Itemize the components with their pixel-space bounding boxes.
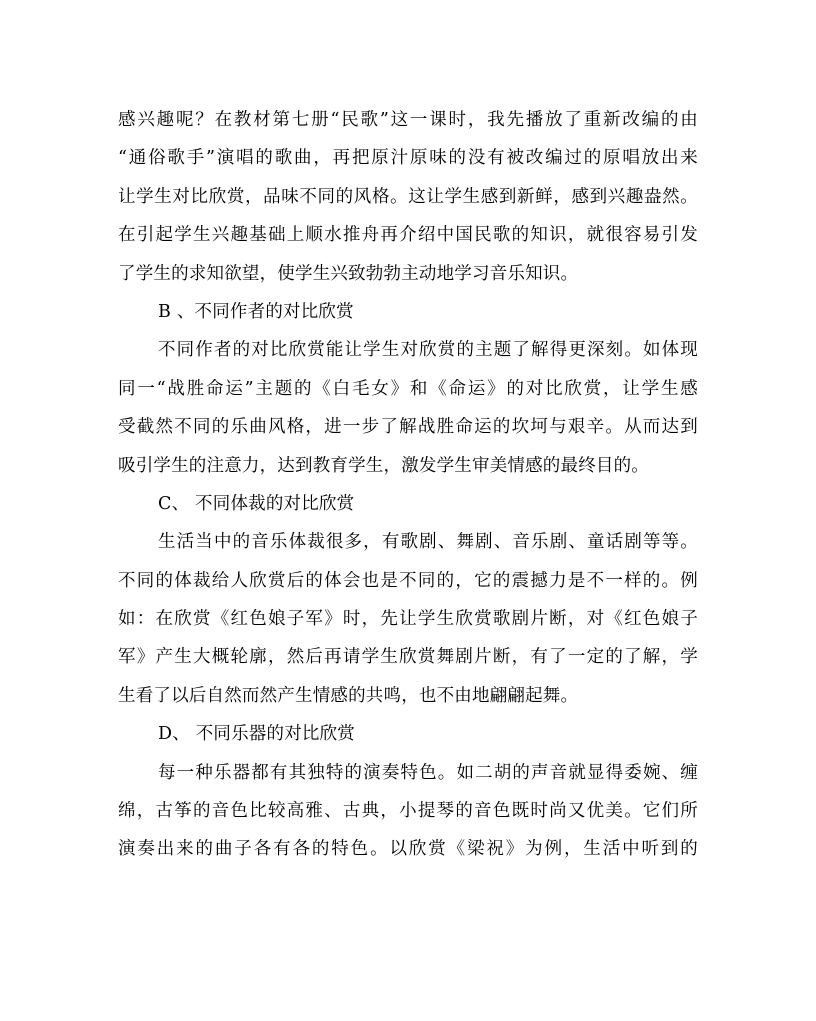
section-heading-b: B 、不同作者的对比欣赏 xyxy=(158,301,354,322)
paragraph-line: 让学生对比欣赏，品味不同的风格。这让学生感到新鲜，感到兴趣盎然。 xyxy=(118,186,698,207)
paragraph-line: 生看了以后自然而然产生情感的共鸣，也不由地翩翩起舞。 xyxy=(118,685,579,706)
paragraph-line: 不同作者的对比欣赏能让学生对欣赏的主题了解得更深刻。如体现 xyxy=(158,340,698,361)
paragraph-line: 军》产生大概轮廓，然后再请学生欣赏舞剧片断，有了一定的了解，学 xyxy=(118,647,698,668)
paragraph-line: 感兴趣呢？在教材第七册“民歌”这一课时，我先播放了重新改编的由 xyxy=(118,110,698,130)
paragraph-line: 生活当中的音乐体裁很多，有歌剧、舞剧、音乐剧、童话剧等等。 xyxy=(158,532,698,553)
paragraph-line: “通俗歌手”演唱的歌曲，再把原汁原味的没有被改编过的原唱放出来 xyxy=(118,148,698,169)
paragraph-line: 同一“战胜命运”主题的《白毛女》和《命运》的对比欣赏，让学生感 xyxy=(118,378,698,399)
section-heading-c: C、 不同体裁的对比欣赏 xyxy=(158,493,355,514)
paragraph-line: 不同的体裁给人欣赏后的体会也是不同的，它的震撼力是不一样的。例 xyxy=(118,570,698,591)
paragraph-line: 受截然不同的乐曲风格，进一步了解战胜命运的坎坷与艰辛。从而达到 xyxy=(118,417,698,438)
paragraph-line: 吸引学生的注意力，达到教育学生，激发学生审美情感的最终目的。 xyxy=(118,455,649,476)
document-body xyxy=(118,101,698,869)
paragraph-line: 每一种乐器都有其独特的演奏特色。如二胡的声音就显得委婉、缠 xyxy=(158,762,698,783)
paragraph-line: 如：在欣赏《红色娘子军》时，先让学生欣赏歌剧片断，对《红色娘子 xyxy=(118,609,698,630)
paragraph-line: 绵，古筝的音色比较高雅、古典，小提琴的音色既时尚又优美。它们所 xyxy=(118,801,698,822)
paragraph-line: 在引起学生兴趣基础上顺水推舟再介绍中国民歌的知识，就很容易引发 xyxy=(118,225,698,246)
paragraph-line: 了学生的求知欲望，使学生兴致勃勃主动地学习音乐知识。 xyxy=(118,263,579,284)
section-heading-d: D、 不同乐器的对比欣赏 xyxy=(158,724,355,745)
paragraph-line: 演奏出来的曲子各有各的特色。以欣赏《梁祝》为例，生活中听到的 xyxy=(118,839,698,860)
